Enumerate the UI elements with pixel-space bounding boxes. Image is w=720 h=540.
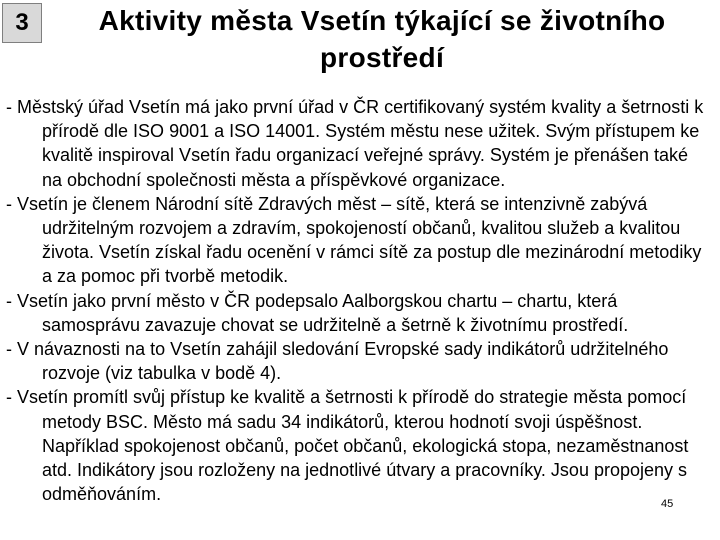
slide-number-badge bbox=[2, 3, 42, 43]
page-number: 45 bbox=[661, 498, 674, 510]
slide-title: Aktivity města Vsetín týkající se životního prostředí bbox=[98, 5, 666, 73]
bullet-item: - Vsetín jako první město v ČR podepsalo Aalborgskou chartu – chartu, která samosprávu zavazuje chovat se udržitelně a šetrně k životnímu prostředí. bbox=[6, 290, 629, 335]
bullet-item: - Městský úřad Vsetín má jako první úřad v ČR certifikovaný systém kvality a šetrnosti k přírodě dle ISO 9001 a ISO 14001. Systém městu nese užitek. Svým přístupem ke kvalitě inspiroval Vsetín řadu organizací veřejné správy. Systém je přenášen také na obchodní společnosti města a příspěvkové organizace. bbox=[6, 97, 704, 190]
slide-number: 3 bbox=[15, 9, 29, 36]
bullet-list bbox=[6, 95, 706, 506]
bullet-item: - Vsetín je členem Národní sítě Zdravých měst – sítě, která se intenzivně zabývá udržitelným rozvojem a zdravím, spokojeností občanů, kvalitou služeb a kvalitou života. Vsetín získal řadu ocenění v rámci sítě za postup dle mezinárodní metodiky a za pomoc při tvorbě metodik. bbox=[6, 193, 702, 287]
bullet-item: - V návaznosti na to Vsetín zahájil sledování Evropské sady indikátorů udržitelného rozvoje (viz tabulka v bodě 4). bbox=[6, 339, 669, 384]
bullet-item: - Vsetín promítl svůj přístup ke kvalitě a šetrnosti k přírodě do strategie města pomocí metody BSC. Město má sadu 34 indikátorů, kterou hodnotí svoji úspěšnost. Například spokojenost občanů, počet občanů, ekologická stopa, nezaměstnanost atd. Indikátory jsou rozloženy na jednotlivé útvary a pracovníky. Jsou propojeny s odměňováním. bbox=[6, 387, 689, 505]
